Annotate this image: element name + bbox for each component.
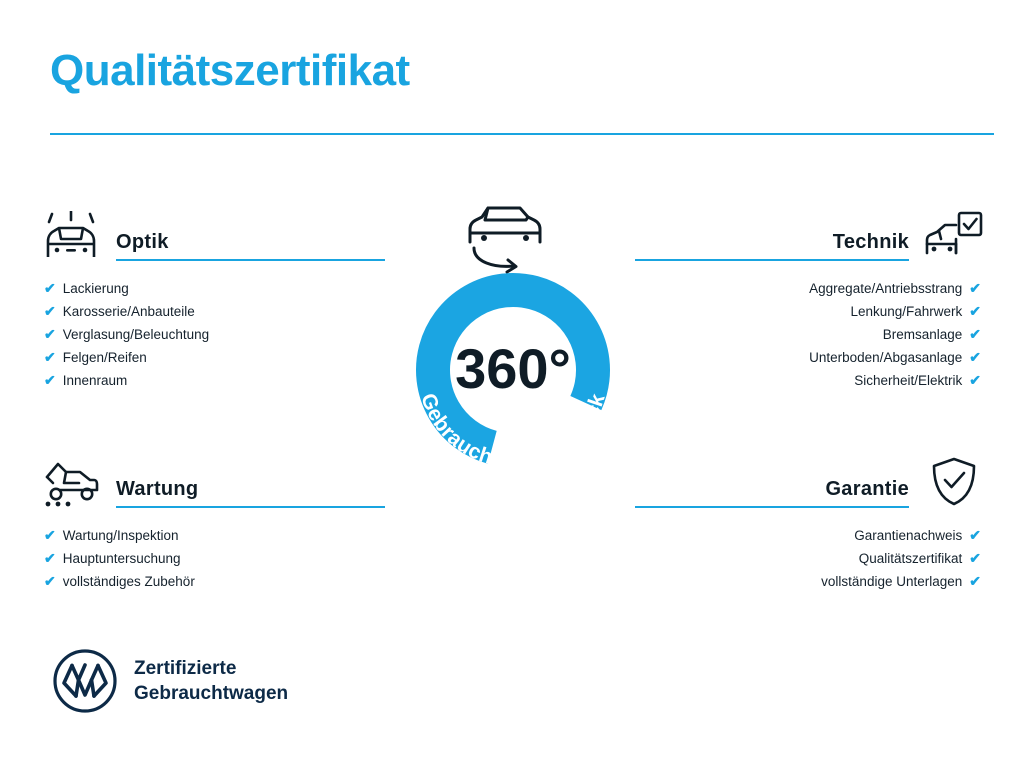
section-wartung-title-wrap — [102, 478, 385, 508]
section-technik-underline — [635, 259, 909, 261]
list-item — [44, 524, 381, 547]
section-garantie — [635, 452, 985, 593]
list-item-label: Aggregate/Antriebsstrang — [809, 281, 963, 296]
vw-logo — [52, 648, 118, 714]
list-item — [639, 346, 981, 369]
list-item — [639, 277, 981, 300]
check-icon: ✔ — [969, 573, 981, 589]
section-wartung-items — [40, 524, 385, 593]
list-item-label: Qualitätszertifikat — [858, 551, 963, 566]
section-optik-items — [40, 277, 385, 392]
list-item — [639, 369, 981, 392]
section-wartung-label: Wartung — [116, 478, 199, 500]
list-item — [639, 323, 981, 346]
list-item-label: vollständiges Zubehör — [62, 574, 195, 589]
section-technik-title-wrap — [635, 231, 923, 261]
list-item-label: Karosserie/Anbauteile — [62, 304, 195, 319]
degrees-label: 360° — [455, 337, 571, 400]
car-front-shine-icon — [40, 209, 102, 261]
check-icon: ✔ — [969, 303, 981, 319]
check-icon: ✔ — [44, 573, 56, 589]
list-item — [44, 277, 381, 300]
section-technik-label: Technik — [832, 231, 909, 253]
list-item — [639, 524, 981, 547]
list-item-label: vollständige Unterlagen — [821, 574, 963, 589]
section-optik — [40, 205, 385, 392]
list-item — [44, 346, 381, 369]
car-lift-icon — [40, 456, 102, 508]
section-garantie-underline — [635, 506, 909, 508]
footer-text — [134, 656, 288, 706]
check-icon: ✔ — [44, 303, 56, 319]
section-optik-underline — [116, 259, 385, 261]
list-item-label: Lenkung/Fahrwerk — [850, 304, 963, 319]
check-icon: ✔ — [44, 349, 56, 365]
list-item-label: Hauptuntersuchung — [62, 551, 181, 566]
center-badge — [378, 190, 648, 490]
shield-check-icon — [923, 456, 985, 508]
title-divider — [50, 133, 994, 135]
section-wartung-underline — [116, 506, 385, 508]
section-technik — [635, 205, 985, 392]
car-checklist-icon — [923, 209, 985, 261]
section-wartung — [40, 452, 385, 593]
check-icon: ✔ — [44, 280, 56, 296]
footer-brand — [52, 648, 288, 714]
car-rotate-icon — [470, 208, 540, 272]
list-item-label: Verglasung/Beleuchtung — [62, 327, 210, 342]
list-item-label: Lackierung — [62, 281, 129, 296]
list-item — [639, 547, 981, 570]
section-garantie-label: Garantie — [825, 478, 909, 500]
check-icon: ✔ — [969, 527, 981, 543]
section-garantie-items — [635, 524, 985, 593]
list-item-label: Unterboden/Abgasanlage — [809, 350, 963, 365]
check-icon: ✔ — [969, 372, 981, 388]
check-icon: ✔ — [969, 326, 981, 342]
check-icon: ✔ — [969, 349, 981, 365]
right-column — [635, 205, 985, 593]
check-icon: ✔ — [969, 550, 981, 566]
list-item — [44, 300, 381, 323]
list-item-label: Garantienachweis — [854, 528, 963, 543]
list-item-label: Bremsanlage — [882, 327, 963, 342]
footer-line-2: Gebrauchtwagen — [134, 683, 289, 704]
arc-label: Gebrauchtwagen-Check — [416, 390, 610, 473]
list-item-label: Felgen/Reifen — [62, 350, 147, 365]
check-icon: ✔ — [44, 326, 56, 342]
list-item — [639, 570, 981, 593]
list-item-label: Innenraum — [62, 373, 128, 388]
list-item — [44, 570, 381, 593]
list-item — [44, 547, 381, 570]
list-item-label: Sicherheit/Elektrik — [854, 373, 963, 388]
section-optik-label: Optik — [116, 231, 169, 253]
list-item — [44, 369, 381, 392]
list-item — [639, 300, 981, 323]
check-icon: ✔ — [969, 280, 981, 296]
list-item — [44, 323, 381, 346]
check-icon: ✔ — [44, 550, 56, 566]
section-garantie-header — [635, 452, 985, 508]
check-icon: ✔ — [44, 527, 56, 543]
section-garantie-title-wrap — [635, 478, 923, 508]
section-technik-items — [635, 277, 985, 392]
section-wartung-header — [40, 452, 385, 508]
section-optik-title-wrap — [102, 231, 385, 261]
list-item-label: Wartung/Inspektion — [62, 528, 179, 543]
check-icon: ✔ — [44, 372, 56, 388]
page-title: Qualitätszertifikat — [50, 46, 410, 95]
footer-line-1: Zertifizierte — [134, 658, 237, 679]
section-technik-header — [635, 205, 985, 261]
left-column — [40, 205, 385, 593]
section-optik-header — [40, 205, 385, 261]
